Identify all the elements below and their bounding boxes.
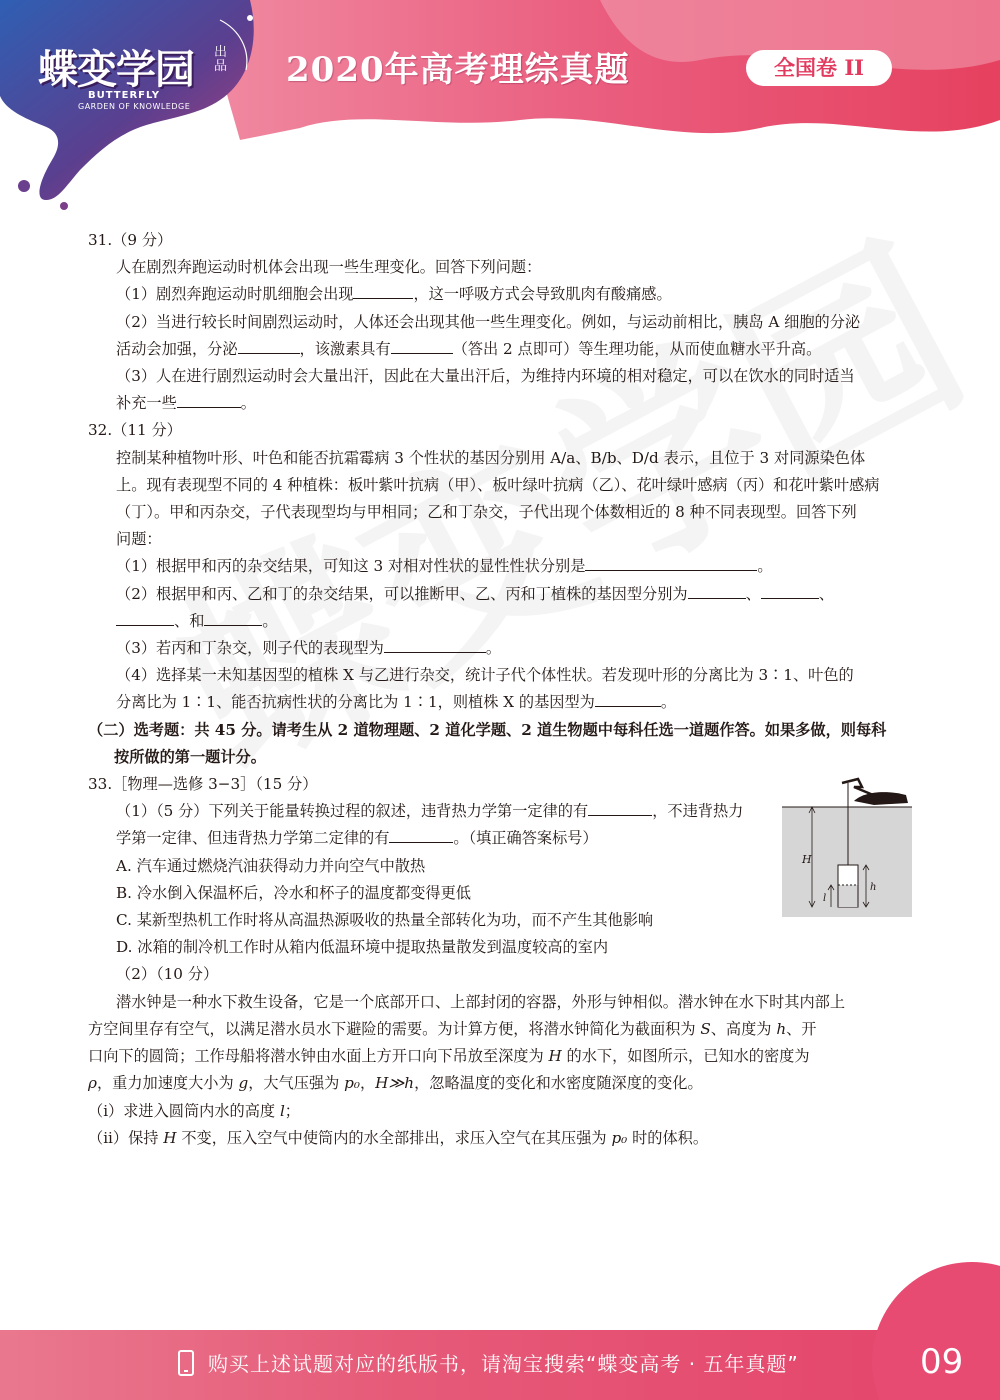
- logo-produced-by: 出品: [214, 45, 228, 74]
- q33-i-text: ；: [284, 1101, 300, 1120]
- question-32-intro-line-4: 问题：: [116, 530, 162, 549]
- q33-s1-text-d: 。（填正确答案标号）: [453, 829, 598, 848]
- q33-s2-text: ，忽略温度的变化和水密度随深度的变化。: [414, 1074, 703, 1093]
- q31-p2-text-a: 活动会加强，分泌: [116, 339, 238, 358]
- q33-i-text: （i）求进入圆筒内水的高度: [88, 1101, 280, 1120]
- symbol-p0: p₀: [611, 1128, 628, 1147]
- question-31-part-2-line-1: （2）当进行较长时间剧烈运动时，人体还会出现其他一些生理变化。例如，与运动前相比，胰岛 A 细胞的分泌: [116, 312, 861, 331]
- page-footer: [0, 1330, 1000, 1400]
- q33-s2-text: 口向下的圆筒；工作母船将潜水钟由水面上方开口向下吊放至深度为: [88, 1047, 549, 1066]
- answer-blank: [238, 336, 300, 354]
- answer-blank: [384, 635, 486, 653]
- q33-s1-text-b: ，不违背热力: [652, 802, 744, 821]
- answer-blank: [595, 689, 661, 707]
- question-31-head: 31.（9 分）: [88, 231, 173, 249]
- question-31-part-1: [88, 281, 914, 308]
- question-31: [88, 227, 914, 417]
- q33-s2-text: 、高度为: [710, 1019, 777, 1038]
- option-a: A. 汽车通过燃烧汽油获得动力并向空气中散热: [116, 856, 426, 875]
- q31-p3-text-b: 。: [240, 394, 256, 413]
- figure-label-l: l: [823, 893, 827, 904]
- question-32-part-3: [88, 635, 914, 662]
- water-inside-bell: [838, 885, 858, 907]
- question-32-part-1: [88, 553, 914, 580]
- question-32-intro-line-3: （丁）。甲和丙杂交，子代表现型均与甲相同；乙和丁杂交，子代出现个体数相近的 8 种不同表现型。回答下列: [116, 503, 857, 522]
- option-d: D. 冰箱的制冷机工作时从箱内低温环境中提取热量散发到温度较高的室内: [116, 938, 609, 957]
- page-title: 2020年高考理综真题: [286, 50, 630, 90]
- diving-bell-figure: [782, 773, 914, 921]
- answer-blank: [204, 608, 262, 626]
- elective-section-line-1: （二）选考题：共 45 分。请考生从 2 道物理题、2 道化学题、2 道生物题中每科任选一道题作答。如果多做，则每科: [88, 720, 887, 739]
- question-32-part-4-line-1: （4）选择某一未知基因型的植株 X 与乙进行杂交，统计子代个体性状。若发现叶形的分离比为 3∶1、叶色的: [116, 666, 854, 685]
- symbol-H-much-greater-h: H≫h: [375, 1074, 415, 1093]
- q33-ii-text: 时的体积。: [627, 1128, 709, 1147]
- question-31-intro: 人在剧烈奔跑运动时机体会出现一些生理变化。回答下列问题：: [116, 258, 542, 277]
- q31-p2-text-c: （答出 2 点即可）等生理功能，从而使血糖水平升高。: [452, 339, 822, 358]
- question-33-sub-1-line-2: [88, 825, 778, 852]
- answer-blank: [177, 390, 241, 408]
- question-33-sub-2-line-3: [88, 1043, 914, 1070]
- question-31-part-3-line-2: [88, 390, 914, 417]
- q31-p1-text-b: ，这一呼吸方式会导致肌肉有酸痛感。: [413, 285, 672, 304]
- page-header: [0, 0, 1000, 215]
- question-32-intro-line-1: 控制某种植物叶形、叶色和能否抗霜霉病 3 个性状的基因分别用 A/a、B/b、D/d 表示，且位于 3 对同源染色体: [116, 448, 866, 467]
- q33-s1-text-a: （1）（5 分）下列关于能量转换过程的叙述，违背热力学第一定律的有: [116, 802, 589, 821]
- answer-blank: [761, 581, 819, 599]
- q33-s2-text: 的水下，如图所示，已知水的密度为: [561, 1047, 810, 1066]
- question-32-part-4-line-2: [88, 689, 914, 716]
- question-31-part-2-line-2: [88, 336, 914, 363]
- question-33-head: 33.［物理—选修 3−3］（15 分）: [88, 775, 318, 794]
- publisher-logo: [38, 38, 248, 118]
- q33-s1-text-c: 学第一定律、但违背热力学第二定律的有: [116, 829, 390, 848]
- q33-ii-text: （ii）保持: [88, 1128, 164, 1147]
- question-33-sub-2-line-1: 潜水钟是一种水下救生设备，它是一个底部开口、上部封闭的容器，外形与钟相似。潜水钟在水下时其内部上: [116, 992, 845, 1011]
- question-31-part-3-line-1: （3）人在进行剧烈运动时会大量出汗，因此在大量出汗后，为维持内环境的相对稳定，可以在饮水的同时适当: [116, 367, 855, 386]
- figure-label-H: H: [802, 853, 812, 866]
- exam-content: [88, 227, 914, 1152]
- q32-p2-sep-1: 、: [745, 584, 761, 603]
- symbol-H: H: [163, 1128, 177, 1147]
- question-33-sub-2-line-2: [88, 1016, 914, 1043]
- q33-s2-text: 方空间里存有空气，以满足潜水员水下避险的需要。为计算方便，将潜水钟简化为截面积为: [88, 1019, 701, 1038]
- answer-blank: [389, 825, 453, 843]
- answer-blank: [391, 336, 453, 354]
- q31-p2-text-b: ，该激素具有: [299, 339, 391, 358]
- q31-p1-text-a: （1）剧烈奔跑运动时肌细胞会出现: [116, 285, 354, 304]
- q33-ii-text: 不变，压入空气中使筒内的水全部排出，求压入空气在其压强为: [176, 1128, 612, 1147]
- question-33-part-i: [88, 1098, 778, 1125]
- answer-blank: [116, 608, 174, 626]
- question-33-sub-1-line-1: [88, 798, 778, 825]
- question-32-part-2-line-2: [88, 608, 914, 635]
- logo-english-subtitle: GARDEN OF KNOWLEDGE: [78, 102, 191, 111]
- symbol-g: g: [238, 1074, 249, 1093]
- q33-s2-text: 、开: [786, 1019, 817, 1038]
- q32-p2-sep-2: 、: [818, 584, 834, 603]
- figure-label-h: h: [870, 882, 877, 893]
- q31-p3-text-a: 补充一些: [116, 394, 177, 413]
- elective-section-line-2: 按所做的第一题计分。: [114, 747, 266, 766]
- option-c: C. 某新型热机工作时将从高温热源吸收的热量全部转化为功，而不产生其他影响: [116, 911, 654, 930]
- option-b: B. 冷水倒入保温杯后，冷水和杯子的温度都变得更低: [116, 883, 471, 902]
- q32-p2-sep-3: 、和: [174, 611, 205, 630]
- elective-section: [88, 717, 914, 771]
- question-32: [88, 417, 914, 716]
- symbol-p0: p₀: [344, 1074, 360, 1093]
- symbol-S: S: [700, 1019, 711, 1038]
- q33-s2-text: ，大气压强为: [248, 1074, 345, 1093]
- q32-p2-text-a: （2）根据甲和丙、乙和丁的杂交结果，可以推断甲、乙、丙和丁植株的基因型分别为: [116, 584, 688, 603]
- crane-arm: [842, 779, 878, 797]
- q32-p1-text-a: （1）根据甲和丙的杂交结果，可知这 3 对相对性状的显性性状分别是: [116, 557, 586, 576]
- answer-blank: [588, 798, 652, 816]
- logo-english-name: BUTTERFLY: [88, 90, 161, 101]
- answer-blank: [688, 581, 746, 599]
- answer-blank: [585, 553, 757, 571]
- symbol-H: H: [548, 1047, 562, 1066]
- phone-icon: [178, 1350, 194, 1376]
- question-33-part-ii: [88, 1125, 778, 1152]
- symbol-h: h: [776, 1019, 787, 1038]
- question-33-sub-2-line-4: [88, 1070, 914, 1097]
- mother-ship: [854, 792, 908, 805]
- question-32-part-2-line-1: [88, 581, 914, 608]
- q32-p3-text-a: （3）若丙和丁杂交，则子代的表现型为: [116, 639, 384, 658]
- footer-promo-text: 购买上述试题对应的纸版书，请淘宝搜索“蝶变高考 · 五年真题”: [208, 1352, 799, 1376]
- q33-s2-text: ，: [359, 1074, 376, 1093]
- q32-p3-text-b: 。: [485, 639, 502, 658]
- question-32-intro-line-2: 上。现有表现型不同的 4 种植株：板叶紫叶抗病（甲）、板叶绿叶抗病（乙）、花叶绿叶感病（丙）和花叶紫叶感病: [116, 475, 880, 494]
- q32-p2-end: 。: [262, 611, 278, 630]
- q33-s2-text: ，重力加速度大小为: [96, 1074, 239, 1093]
- page-number: 09: [920, 1342, 964, 1382]
- q32-p1-text-b: 。: [757, 557, 773, 576]
- exam-region-badge: 全国卷 II: [746, 50, 892, 86]
- symbol-rho: ρ: [88, 1074, 97, 1093]
- logo-chinese-name: 蝶变学园: [38, 47, 194, 93]
- answer-blank: [353, 281, 413, 299]
- symbol-l: l: [279, 1101, 285, 1120]
- question-33-sub-2-head: （2）（10 分）: [116, 965, 219, 984]
- q32-p4-text-a: 分离比为 1∶1、能否抗病性状的分离比为 1∶1，则植株 X 的基因型为: [116, 693, 595, 712]
- question-32-head: 32.（11 分）: [88, 421, 182, 440]
- q32-p4-text-b: 。: [660, 693, 677, 712]
